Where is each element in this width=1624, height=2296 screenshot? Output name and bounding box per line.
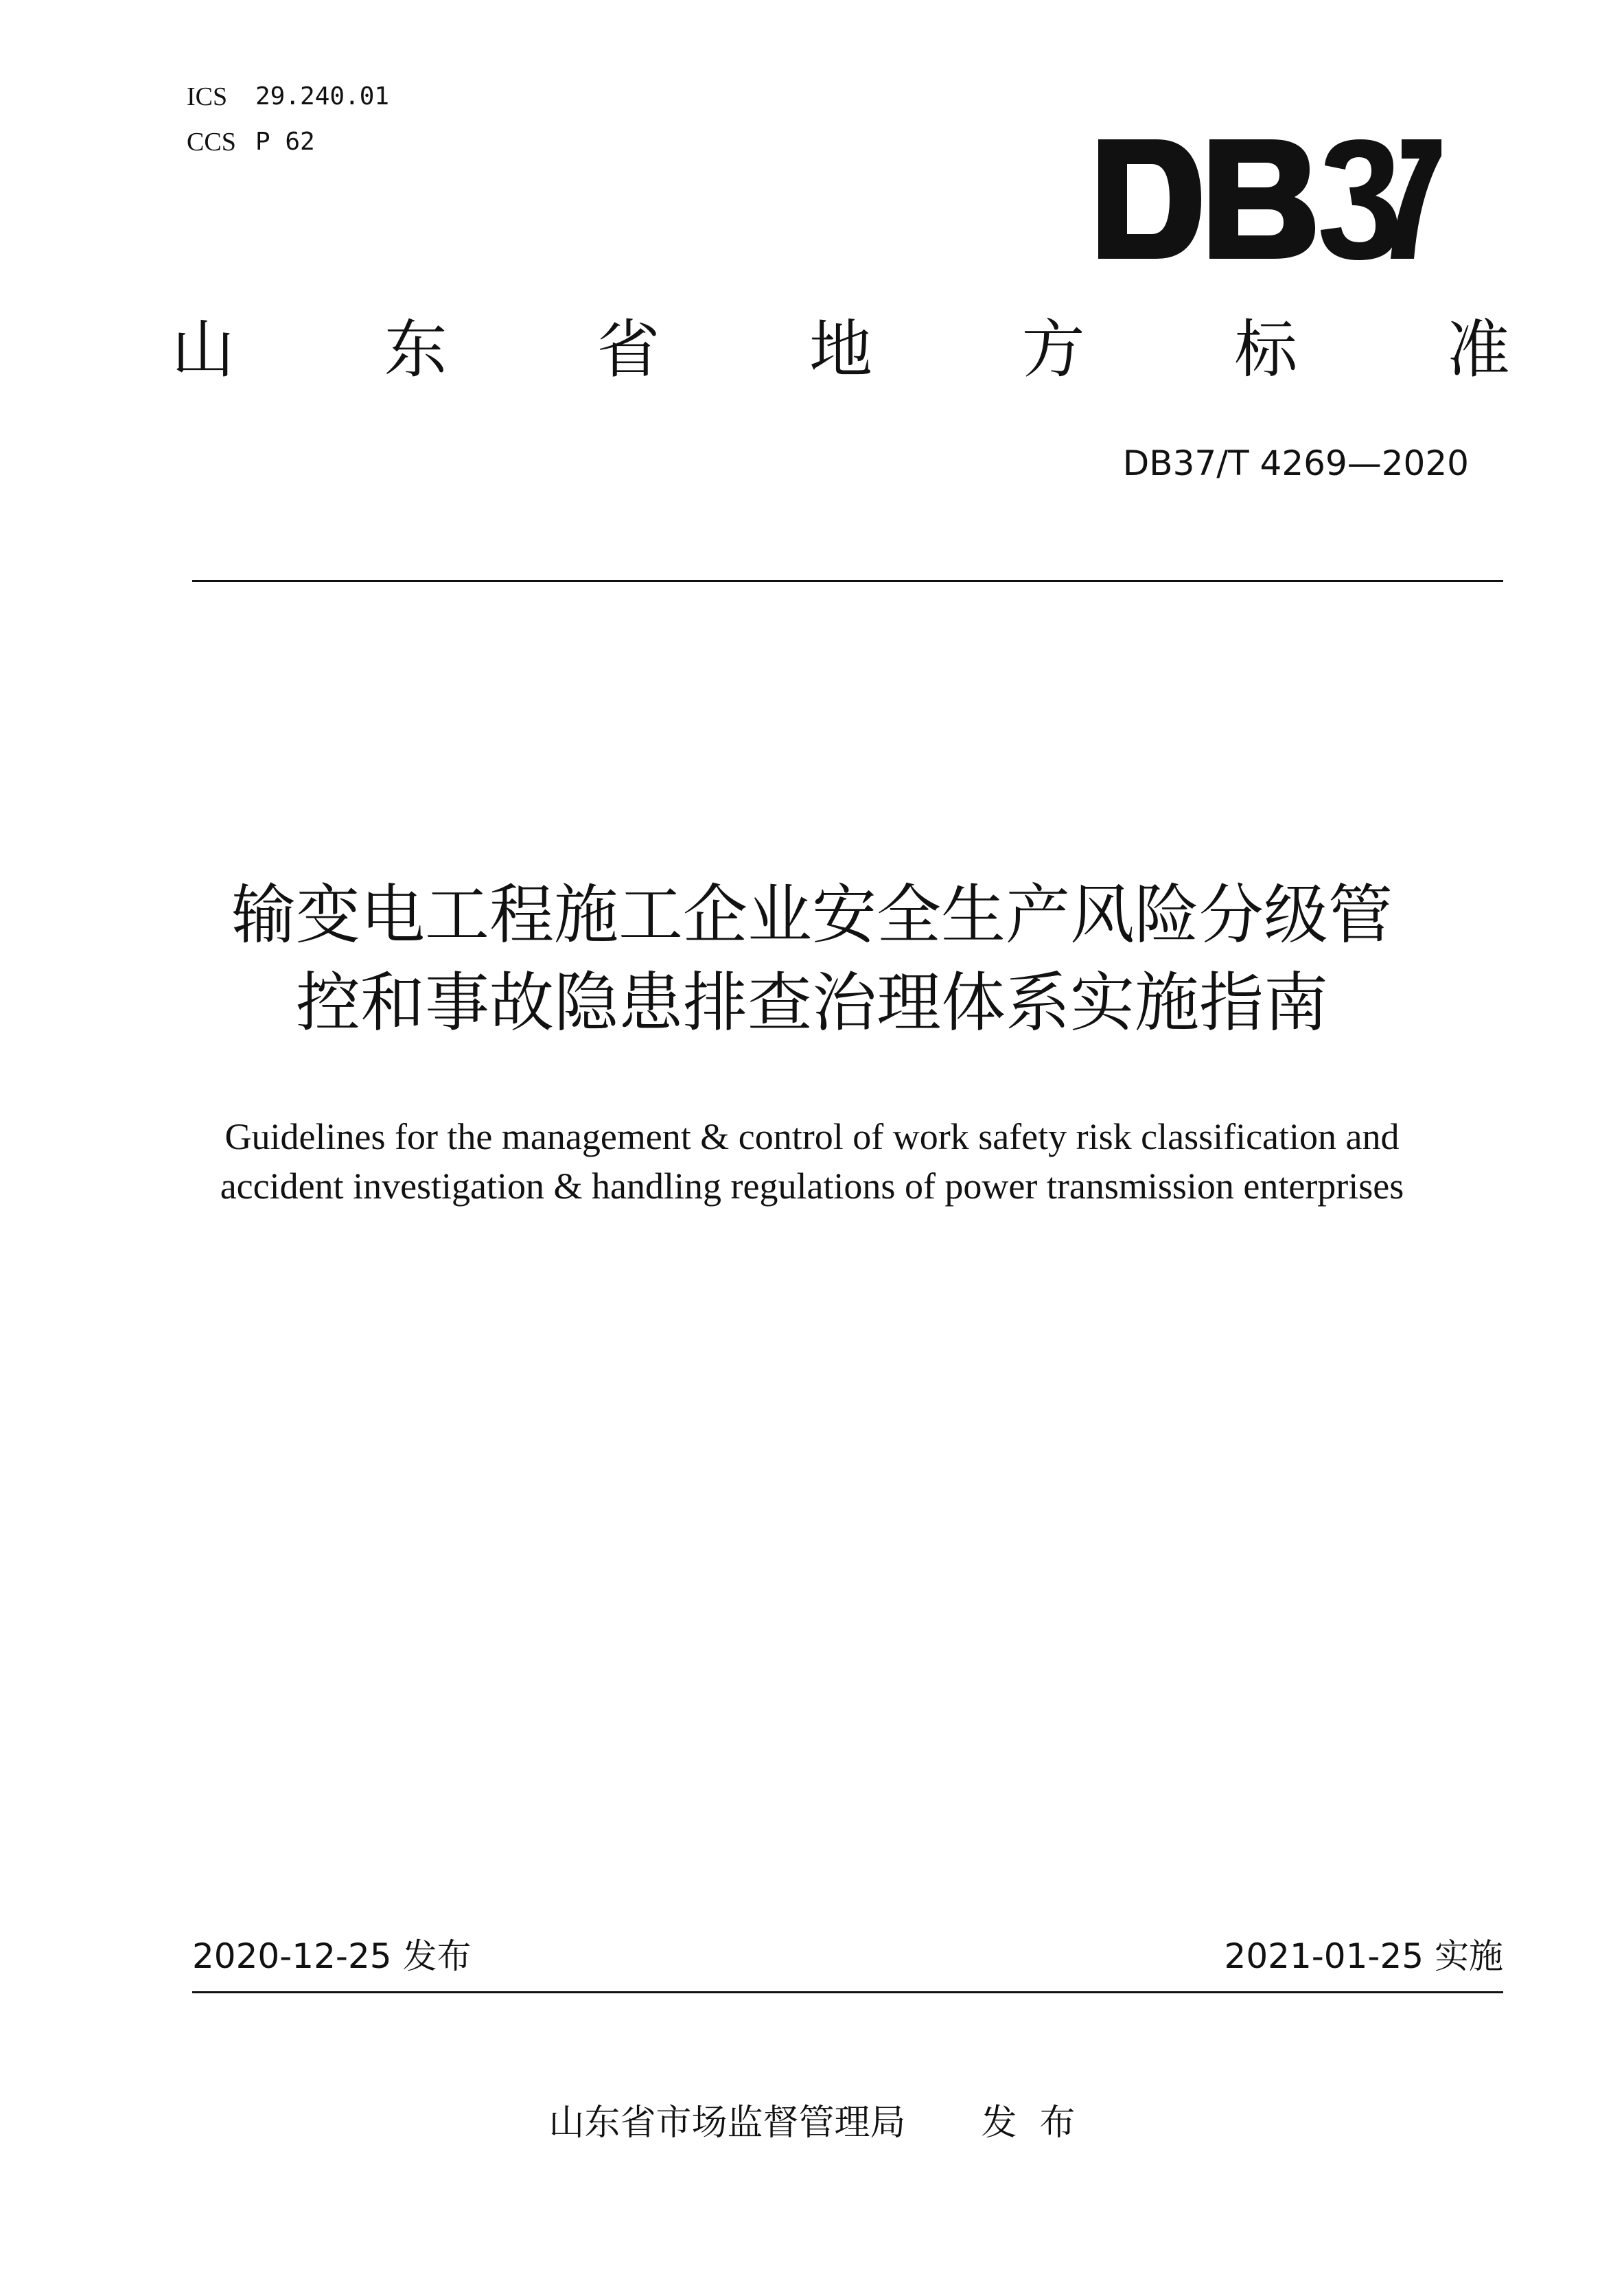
top-divider [192, 580, 1503, 582]
issue-date: 2020-12-25 发布 [192, 1936, 472, 1976]
issuer-name: 山东省市场监督管理局 [548, 2102, 906, 2144]
issuing-authority [0, 2097, 1624, 2149]
classification-codes [187, 74, 389, 165]
province-title-char: 方 [1021, 313, 1085, 386]
dates-row [192, 1932, 1503, 1980]
ccs-value: P 62 [255, 128, 315, 156]
chinese-title-line: 控和事故隐患排查治理体系实施指南 [295, 966, 1328, 1041]
province-title-char: 地 [809, 313, 872, 386]
chinese-title [137, 872, 1487, 1047]
province-title-char: 山 [172, 313, 235, 386]
english-title-line: Guidelines for the management & control of work safety risk classification and [224, 1116, 1400, 1157]
province-title-char: 省 [596, 313, 660, 386]
standard-number: DB37/T 4269—2020 [1122, 443, 1469, 483]
english-title [137, 1112, 1487, 1211]
province-title-char: 准 [1446, 313, 1510, 386]
province-title-char: 标 [1234, 313, 1298, 386]
db37-logo [1091, 134, 1441, 264]
ccs-code-row [187, 119, 389, 165]
bottom-divider [192, 1991, 1503, 1993]
chinese-title-line: 输变电工程施工企业安全生产风险分级管 [231, 878, 1393, 953]
province-title-char: 东 [384, 313, 448, 386]
issuer-action: 发 布 [981, 2102, 1076, 2144]
implementation-date: 2021-01-25 实施 [1224, 1936, 1503, 1976]
ics-label: ICS [187, 82, 228, 111]
ccs-label: CCS [187, 128, 236, 156]
ics-code-row [187, 74, 389, 119]
province-standard-title [172, 309, 1510, 391]
english-title-line: accident investigation & handling regulations of power transmission enterprises [220, 1166, 1404, 1207]
ics-value: 29.240.01 [255, 82, 390, 111]
